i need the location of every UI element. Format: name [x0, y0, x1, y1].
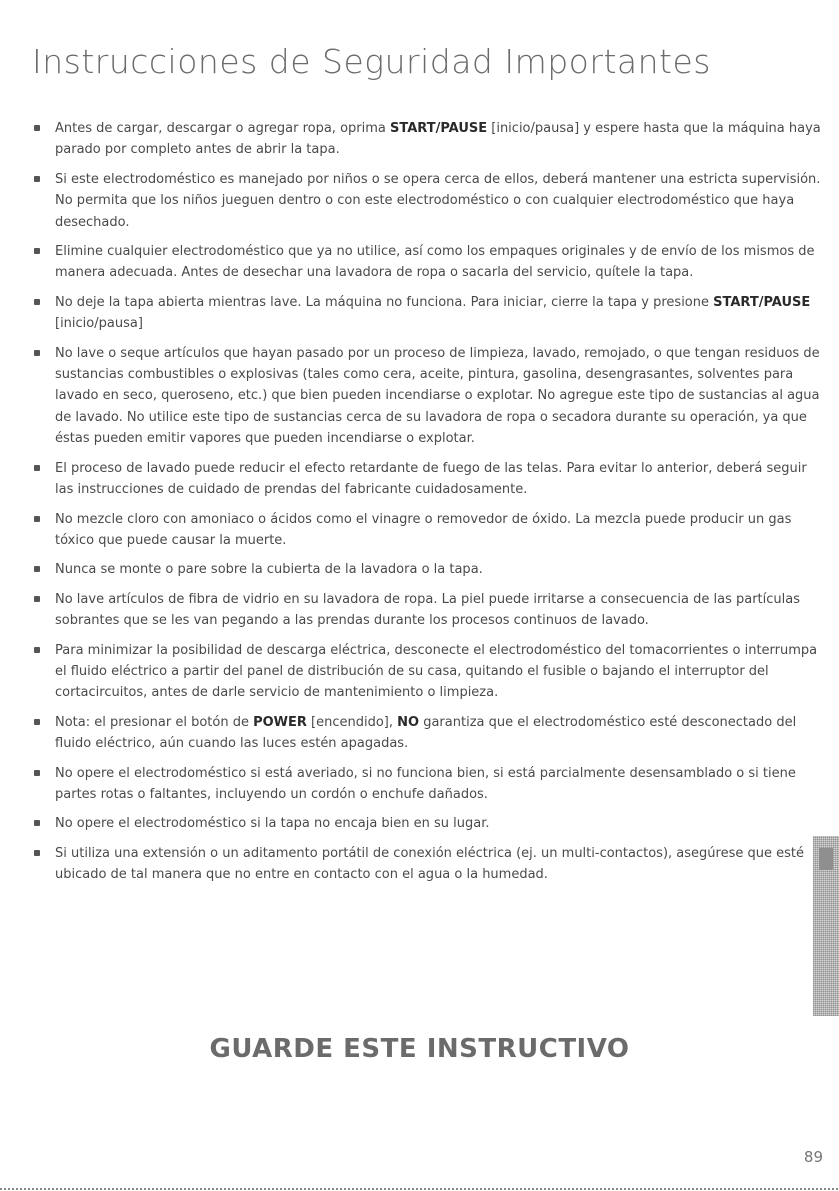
safety-instruction-item	[34, 559, 826, 580]
page-title: Instrucciones de Seguridad Importantes	[32, 42, 711, 81]
instruction-text: El proceso de lavado puede reducir el efecto retardante de fuego de las telas. Para evitar lo anterior, deberá seguir las instrucciones de cuidado de prendas del fabricante cuidadosamente.	[55, 460, 807, 498]
instruction-emphasis: START/PAUSE	[390, 121, 488, 136]
instruction-text: Elimine cualquier electrodoméstico que ya no utilice, así como los empaques originales y de envío de los mismos de manera adecuada. Antes de desechar una lavadora de ropa o sacarla del servicio, quítele la tapa.	[55, 244, 815, 281]
square-bullet-icon	[34, 820, 40, 826]
square-bullet-icon	[34, 299, 40, 305]
safety-instruction-item	[34, 169, 826, 233]
safety-instruction-item	[34, 343, 826, 450]
square-bullet-icon	[34, 176, 40, 182]
instruction-text: [encendido],	[306, 714, 398, 730]
square-bullet-icon	[34, 770, 40, 776]
square-bullet-icon	[34, 719, 40, 725]
page-number: 89	[803, 1148, 823, 1166]
safety-instruction-item	[34, 241, 826, 284]
instruction-text: Si este electrodoméstico es manejado por niños o se opera cerca de ellos, deberá mantener una estricta supervisión. No permita que los niños jueguen dentro o con este electrodoméstico o con cualquier electrodoméstico que haya desechado.	[55, 171, 821, 230]
safety-instruction-item	[34, 640, 826, 704]
instruction-text: Para minimizar la posibilidad de descarga eléctrica, desconecte el electrodoméstico del tomacorrientes o interrumpa el fluido eléctrico a partir del panel de distribución de su casa, quitando el fusible o bajando el interruptor del cortacircuitos, antes de darle servicio de mantenimiento o limpieza.	[55, 642, 818, 701]
bottom-dotted-rule	[0, 1188, 839, 1190]
instruction-text: No opere el electrodoméstico si está averiado, si no funciona bien, si está parcialmente desensamblado o si tiene partes rotas o faltantes, incluyendo un cordón o enchufe dañados.	[55, 765, 796, 802]
square-bullet-icon	[34, 248, 40, 254]
instruction-text: garantiza que el electrodoméstico esté desconectado del fluido eléctrico, aún cuando las luces estén apagadas.	[55, 714, 797, 752]
instruction-text: Antes de cargar, descargar o agregar ropa, oprima	[55, 121, 390, 136]
instruction-emphasis: START/PAUSE	[713, 294, 811, 310]
safety-instruction-item	[34, 118, 826, 161]
square-bullet-icon	[34, 350, 40, 356]
side-tab-block-icon	[819, 848, 833, 870]
safety-instruction-item	[34, 712, 826, 755]
square-bullet-icon	[34, 566, 40, 572]
instruction-text: [inicio/pausa]	[55, 316, 143, 332]
side-tab-marker	[813, 836, 839, 1016]
square-bullet-icon	[34, 465, 40, 471]
instruction-text: No opere el electrodoméstico si la tapa no encaja bien en su lugar.	[55, 816, 490, 832]
safety-instructions-list	[34, 118, 826, 894]
safety-instruction-item	[34, 458, 826, 501]
safety-instruction-item	[34, 509, 826, 552]
instruction-text: No deje la tapa abierta mientras lave. La máquina no funciona. Para iniciar, cierre la tapa y presione	[55, 294, 714, 310]
instruction-text: No lave o seque artículos que hayan pasado por un proceso de limpieza, lavado, remojado, o que tengan residuos de sustancias combustibles o explosivas (tales como cera, aceite, pintura, gasolina, desengrasantes, solventes para lavado en seco, queroseno, etc.) que bien pueden incendiarse o explotar. No agregue este tipo de sustancias al agua de lavado. No utilice este tipo de sustancias cerca de su lavadora de ropa o secadora durante su operación, ya que éstas pueden emitir vapores que pueden incendiarse o explotar.	[55, 345, 820, 447]
safety-instruction-item	[34, 843, 826, 886]
safety-instruction-item	[34, 589, 826, 632]
square-bullet-icon	[34, 516, 40, 522]
square-bullet-icon	[34, 647, 40, 653]
safety-instruction-item	[34, 763, 826, 806]
save-instructions-heading: GUARDE ESTE INSTRUCTIVO	[209, 1034, 630, 1064]
instruction-emphasis: POWER	[253, 714, 307, 730]
instruction-text: Nunca se monte o pare sobre la cubierta de la lavadora o la tapa.	[55, 562, 483, 578]
safety-instruction-item	[34, 292, 826, 335]
instruction-text: Si utiliza una extensión o un aditamento portátil de conexión eléctrica (ej. un multi-contactos), asegúrese que esté ubicado de tal manera que no entre en contacto con el agua o la humedad.	[55, 845, 804, 883]
instruction-emphasis: NO	[397, 714, 420, 730]
instruction-text: No lave artículos de fibra de vidrio en su lavadora de ropa. La piel puede irritarse a consecuencia de las partículas sobrantes que se les van pegando a las prendas durante los procesos continuos de lavado.	[55, 591, 800, 629]
square-bullet-icon	[34, 850, 40, 856]
square-bullet-icon	[34, 125, 40, 131]
instruction-text: [inicio/pausa] y espere hasta que la máquina haya parado por completo antes de abrir la tapa.	[55, 121, 821, 158]
safety-instruction-item	[34, 813, 826, 834]
square-bullet-icon	[34, 596, 40, 602]
instruction-text: Nota: el presionar el botón de	[55, 714, 254, 730]
instruction-text: No mezcle cloro con amoniaco o ácidos como el vinagre o removedor de óxido. La mezcla puede producir un gas tóxico que puede causar la muerte.	[55, 511, 792, 548]
